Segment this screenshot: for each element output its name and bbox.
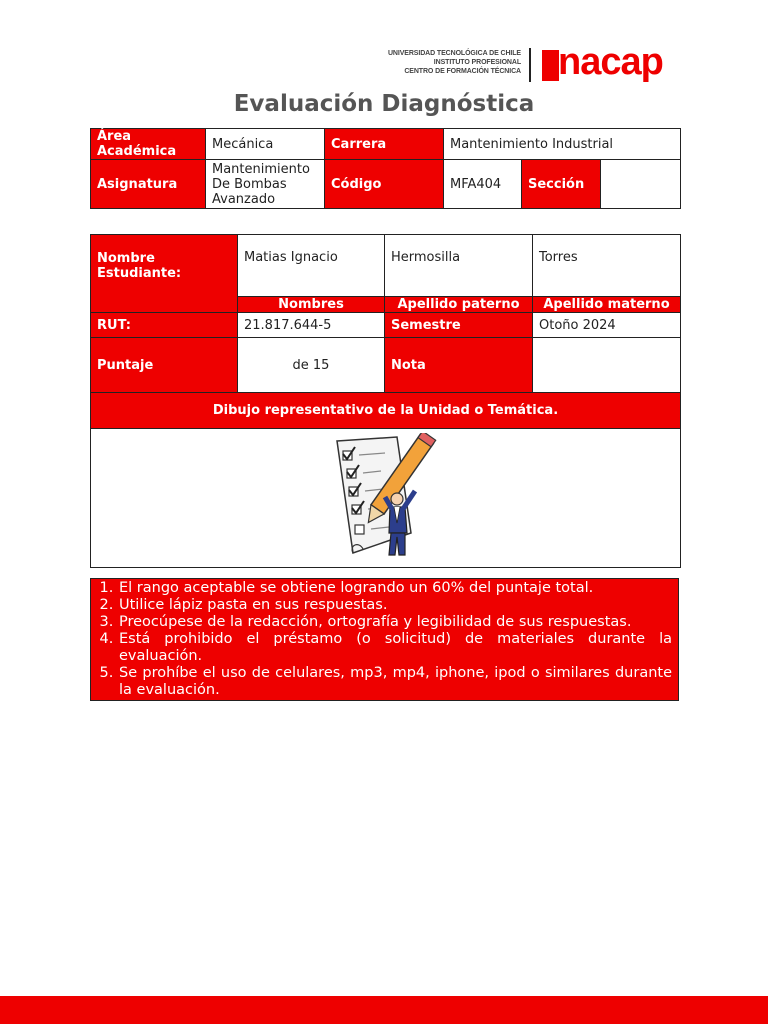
nota-label: Nota [385, 338, 533, 393]
area-value: Mecánica [206, 129, 325, 160]
puntaje-label: Puntaje [91, 338, 238, 393]
asignatura-label: Asignatura [91, 160, 206, 209]
drawing-header: Dibujo representativo de la Unidad o Temática. [91, 393, 681, 429]
nombres-caption: Nombres [238, 297, 385, 313]
rules-box [90, 578, 679, 701]
rut-label: RUT: [91, 313, 238, 338]
asignatura-value: Mantenimiento De Bombas Avanzado [206, 160, 325, 209]
inacap-logo [380, 41, 680, 88]
semestre-label: Semestre [385, 313, 533, 338]
rule-item: 1. El rango aceptable se obtiene logrando un 60% del puntaje total. [118, 580, 672, 597]
codigo-value: MFA404 [444, 160, 522, 209]
apellido-materno-caption: Apellido materno [533, 297, 681, 313]
checklist-pencil-illustration [319, 433, 449, 563]
logo-red-mark [542, 50, 559, 81]
nombres-value: Matias Ignacio [238, 235, 385, 297]
footer-band [0, 996, 768, 1024]
drawing-area [91, 429, 681, 568]
seccion-label: Sección [522, 160, 601, 209]
nota-value [533, 338, 681, 393]
logo-divider [529, 48, 531, 82]
rule-item: 4. Está prohibido el préstamo (o solicitud) de materiales durante la evaluación. [118, 631, 672, 665]
student-info-table [90, 234, 681, 568]
carrera-value: Mantenimiento Industrial [444, 129, 681, 160]
course-info-table [90, 128, 681, 209]
page-title: Evaluación Diagnóstica [233, 91, 535, 117]
logo-wordmark: nacap [558, 41, 663, 83]
seccion-value [601, 160, 681, 209]
carrera-label: Carrera [325, 129, 444, 160]
puntaje-value: de 15 [238, 338, 385, 393]
semestre-value: Otoño 2024 [533, 313, 681, 338]
codigo-label: Código [325, 160, 444, 209]
apellido-materno-value: Torres [533, 235, 681, 297]
area-label: Área Académica [91, 129, 206, 160]
rules-list [97, 580, 672, 699]
nombre-label: Nombre Estudiante: [91, 235, 238, 313]
apellido-paterno-value: Hermosilla [385, 235, 533, 297]
rule-item: 5. Se prohíbe el uso de celulares, mp3, mp4, iphone, ipod o similares durante la evaluación. [118, 665, 672, 699]
apellido-paterno-caption: Apellido paterno [385, 297, 533, 313]
rule-item: 3. Preocúpese de la redacción, ortografía y legibilidad de sus respuestas. [118, 614, 672, 631]
institution-lines: UNIVERSIDAD TECNOLÓGICA DE CHILE INSTITUTO PROFESIONAL CENTRO DE FORMACIÓN TÉCNICA [387, 50, 521, 75]
rule-item: 2. Utilice lápiz pasta en sus respuestas. [118, 597, 672, 614]
rut-value: 21.817.644-5 [238, 313, 385, 338]
